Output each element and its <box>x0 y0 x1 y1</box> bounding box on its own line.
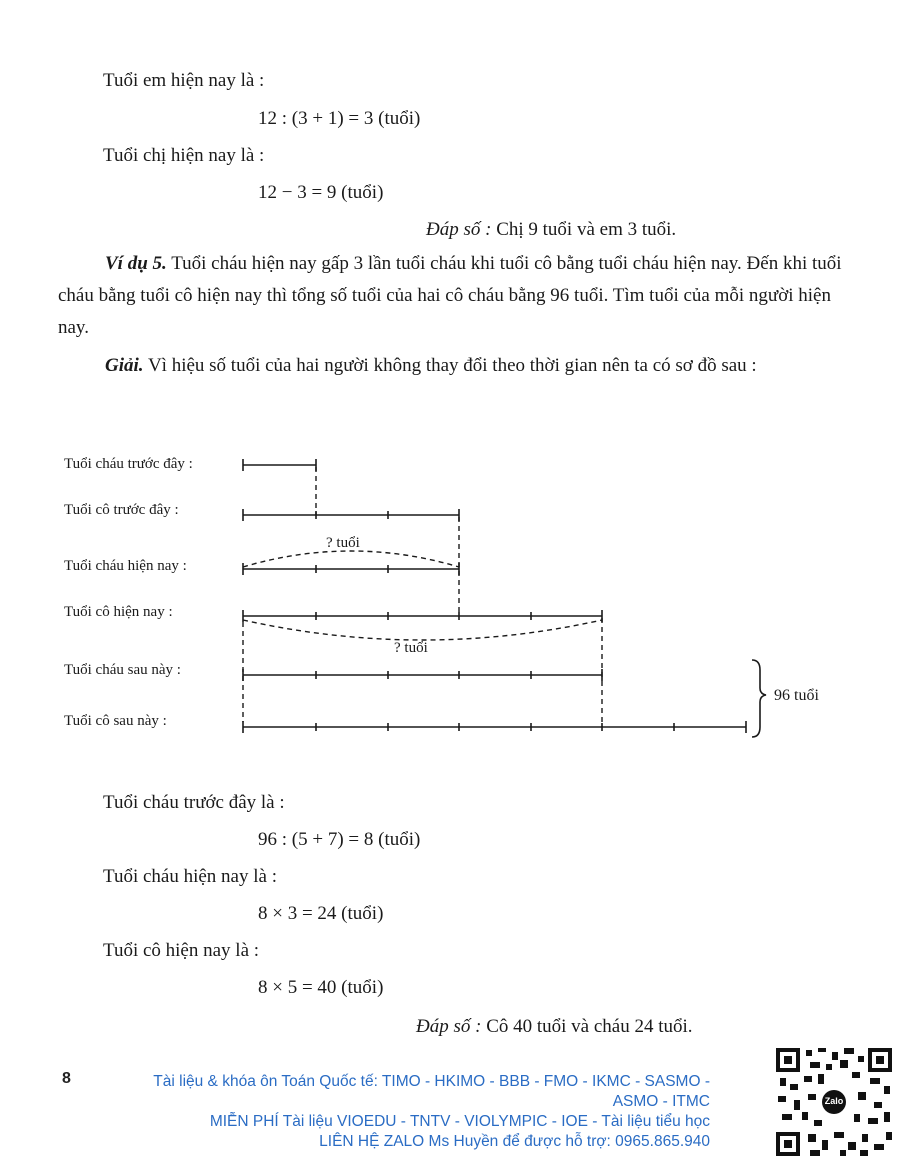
step-2-formula: 8 × 3 = 24 (tuổi) <box>258 903 384 924</box>
step-3-label: Tuổi cô hiện nay là : <box>103 940 260 961</box>
solution-text: Vì hiệu số tuổi của hai người không thay đổi theo thời gian nên ta có sơ đồ sau : <box>147 355 757 376</box>
example-paragraph <box>58 248 848 344</box>
answer-label: Đáp số : <box>426 219 492 240</box>
intro-formula-chi: 12 − 3 = 9 (tuổi) <box>258 182 384 203</box>
answer-label: Đáp số : <box>416 1016 482 1037</box>
arc-label-1: ? tuổi <box>326 535 360 551</box>
final-answer <box>416 1016 693 1038</box>
diagram-row-label: Tuổi cô hiện nay : <box>64 604 173 620</box>
diagram-row-label: Tuổi cháu trước đây : <box>64 456 193 472</box>
qr-code[interactable] <box>774 1046 894 1158</box>
step-3-formula: 8 × 5 = 40 (tuổi) <box>258 977 384 998</box>
zalo-badge: Zalo <box>824 1096 844 1106</box>
total-label: 96 tuổi <box>774 687 819 704</box>
footer-line-3: MIỄN PHÍ Tài liệu VIOEDU - TNTV - VIOLYMPIC - IOE - Tài liệu tiểu học <box>209 1113 710 1130</box>
arc-curve-1 <box>243 551 459 567</box>
diagram-row-label: Tuổi cháu sau này : <box>64 662 181 678</box>
arc-label-2: ? tuổi <box>394 640 428 656</box>
footer-promo <box>30 1072 710 1152</box>
solution-label: Giải. <box>105 355 144 376</box>
footer-line-4: LIÊN HỆ ZALO Ms Huyền để được hỗ trợ: 0965.865.940 <box>319 1133 710 1150</box>
step-1-label: Tuổi cháu trước đây là : <box>103 792 285 813</box>
diagram-row-label: Tuổi cháu hiện nay : <box>64 558 187 574</box>
intro-answer <box>426 219 676 241</box>
answer-text: Chị 9 tuổi và em 3 tuổi. <box>496 219 677 240</box>
diagram-row-label: Tuổi cô sau này : <box>64 713 167 729</box>
answer-text: Cô 40 tuổi và cháu 24 tuổi. <box>486 1016 693 1037</box>
example-text: Tuổi cháu hiện nay gấp 3 lần tuổi cháu khi tuổi cô bằng tuổi cháu hiện nay. Đến khi tuổi cháu bằng tuổi cô hiện nay thì tổng số tuổi của hai cô cháu bằng 96 tuổi. Tìm tuổi của mỗi người hiện nay. <box>58 253 842 338</box>
solution-paragraph <box>58 350 848 382</box>
arc-curve-2 <box>243 620 602 640</box>
intro-formula-em: 12 : (3 + 1) = 3 (tuổi) <box>258 108 421 129</box>
example-label: Ví dụ 5. <box>105 253 167 274</box>
brace <box>752 660 766 737</box>
intro-label-em: Tuổi em hiện nay là : <box>103 70 265 91</box>
footer-line-2: ASMO - ITMC <box>612 1093 710 1110</box>
step-2-label: Tuổi cháu hiện nay là : <box>103 866 277 887</box>
intro-label-chi: Tuổi chị hiện nay là : <box>103 145 265 166</box>
page-number: 8 <box>62 1070 71 1087</box>
footer-line-1: Tài liệu & khóa ôn Toán Quốc tế: TIMO - HKIMO - BBB - FMO - IKMC - SASMO - <box>153 1073 710 1090</box>
step-1-formula: 96 : (5 + 7) = 8 (tuổi) <box>258 829 421 850</box>
diagram-row-label: Tuổi cô trước đây : <box>64 502 179 518</box>
